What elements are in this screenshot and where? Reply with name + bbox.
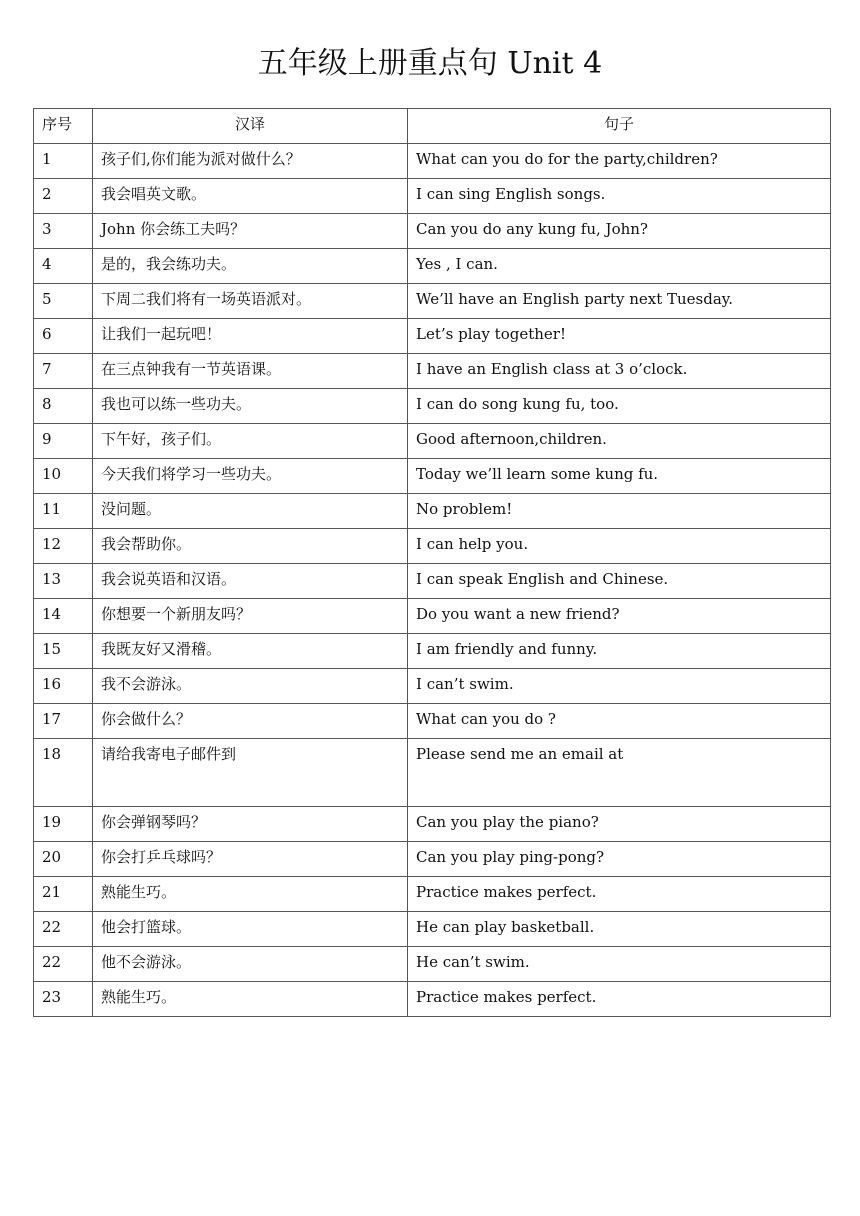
table-row [34, 494, 831, 529]
table-row [34, 877, 831, 912]
row-chinese: 你会打乒乓球吗？ [93, 842, 408, 877]
row-english: Practice makes perfect. [408, 877, 831, 912]
row-english: I can’t swim. [408, 669, 831, 704]
table-row [34, 634, 831, 669]
table-row [34, 249, 831, 284]
sentence-table [33, 108, 831, 1017]
row-english: I am friendly and funny. [408, 634, 831, 669]
row-english: Can you do any kung fu, John? [408, 214, 831, 249]
row-number: 7 [34, 354, 93, 389]
row-english: Good afternoon,children. [408, 424, 831, 459]
row-chinese: 你会弹钢琴吗？ [93, 807, 408, 842]
table-row [34, 354, 831, 389]
row-chinese: 下午好，孩子们。 [93, 424, 408, 459]
row-english: Can you play the piano? [408, 807, 831, 842]
row-chinese: 我会唱英文歌。 [93, 179, 408, 214]
row-chinese: 你会做什么？ [93, 704, 408, 739]
row-number: 14 [34, 599, 93, 634]
row-number: 12 [34, 529, 93, 564]
table-row [34, 459, 831, 494]
row-number: 10 [34, 459, 93, 494]
row-chinese: 我会说英语和汉语。 [93, 564, 408, 599]
row-number: 13 [34, 564, 93, 599]
table-row [34, 947, 831, 982]
row-english: I can help you. [408, 529, 831, 564]
row-chinese: 是的，我会练功夫。 [93, 249, 408, 284]
row-chinese: 让我们一起玩吧！ [93, 319, 408, 354]
row-number: 8 [34, 389, 93, 424]
row-number: 3 [34, 214, 93, 249]
row-chinese: 我也可以练一些功夫。 [93, 389, 408, 424]
table-header-row [34, 109, 831, 144]
row-english: I can speak English and Chinese. [408, 564, 831, 599]
header-english: 句子 [408, 109, 831, 144]
header-number: 序号 [34, 109, 93, 144]
table-row [34, 389, 831, 424]
row-chinese: 在三点钟我有一节英语课。 [93, 354, 408, 389]
row-english: I can do song kung fu, too. [408, 389, 831, 424]
table-row [34, 319, 831, 354]
header-chinese: 汉译 [93, 109, 408, 144]
row-number: 4 [34, 249, 93, 284]
row-english: Do you want a new friend? [408, 599, 831, 634]
table-row [34, 284, 831, 319]
row-number: 22 [34, 947, 93, 982]
row-number: 1 [34, 144, 93, 179]
row-chinese: 没问题。 [93, 494, 408, 529]
row-english: Practice makes perfect. [408, 982, 831, 1017]
row-chinese: 你想要一个新朋友吗？ [93, 599, 408, 634]
table-row [34, 599, 831, 634]
row-chinese: 他会打篮球。 [93, 912, 408, 947]
table-row [34, 704, 831, 739]
table-row [34, 842, 831, 877]
row-number: 6 [34, 319, 93, 354]
row-english: He can’t swim. [408, 947, 831, 982]
row-number: 23 [34, 982, 93, 1017]
table-row [34, 912, 831, 947]
row-chinese: 下周二我们将有一场英语派对。 [93, 284, 408, 319]
table-row [34, 424, 831, 459]
row-chinese: 今天我们将学习一些功夫。 [93, 459, 408, 494]
table-row [34, 807, 831, 842]
row-number: 17 [34, 704, 93, 739]
row-number: 2 [34, 179, 93, 214]
row-english: We’ll have an English party next Tuesday. [408, 284, 831, 319]
row-number: 20 [34, 842, 93, 877]
page-title: 五年级上册重点句 Unit 4 [257, 46, 603, 81]
row-chinese: 孩子们,你们能为派对做什么？ [93, 144, 408, 179]
row-english: Please send me an email at [408, 739, 831, 807]
row-chinese: 我不会游泳。 [93, 669, 408, 704]
table-row [34, 564, 831, 599]
row-english: What can you do ? [408, 704, 831, 739]
row-chinese: 我既友好又滑稽。 [93, 634, 408, 669]
table-row [34, 529, 831, 564]
row-number: 19 [34, 807, 93, 842]
table-row [34, 669, 831, 704]
row-chinese: 请给我寄电子邮件到 [93, 739, 408, 807]
row-english: Can you play ping-pong? [408, 842, 831, 877]
row-number: 5 [34, 284, 93, 319]
row-chinese: John 你会练工夫吗？ [93, 214, 408, 249]
row-number: 21 [34, 877, 93, 912]
row-english: Yes , I can. [408, 249, 831, 284]
row-english: He can play basketball. [408, 912, 831, 947]
row-english: I have an English class at 3 o’clock. [408, 354, 831, 389]
row-english: Let’s play together! [408, 319, 831, 354]
row-english: I can sing English songs. [408, 179, 831, 214]
row-chinese: 我会帮助你。 [93, 529, 408, 564]
row-number: 18 [34, 739, 93, 807]
table-row [34, 144, 831, 179]
row-chinese: 熟能生巧。 [93, 877, 408, 912]
row-number: 16 [34, 669, 93, 704]
table-row [34, 179, 831, 214]
row-number: 11 [34, 494, 93, 529]
row-english: What can you do for the party,children? [408, 144, 831, 179]
row-english: Today we’ll learn some kung fu. [408, 459, 831, 494]
table-row [34, 982, 831, 1017]
row-number: 9 [34, 424, 93, 459]
row-number: 15 [34, 634, 93, 669]
row-chinese: 熟能生巧。 [93, 982, 408, 1017]
row-english: No problem! [408, 494, 831, 529]
row-chinese: 他不会游泳。 [93, 947, 408, 982]
table-row [34, 214, 831, 249]
row-number: 22 [34, 912, 93, 947]
table-row [34, 739, 831, 807]
